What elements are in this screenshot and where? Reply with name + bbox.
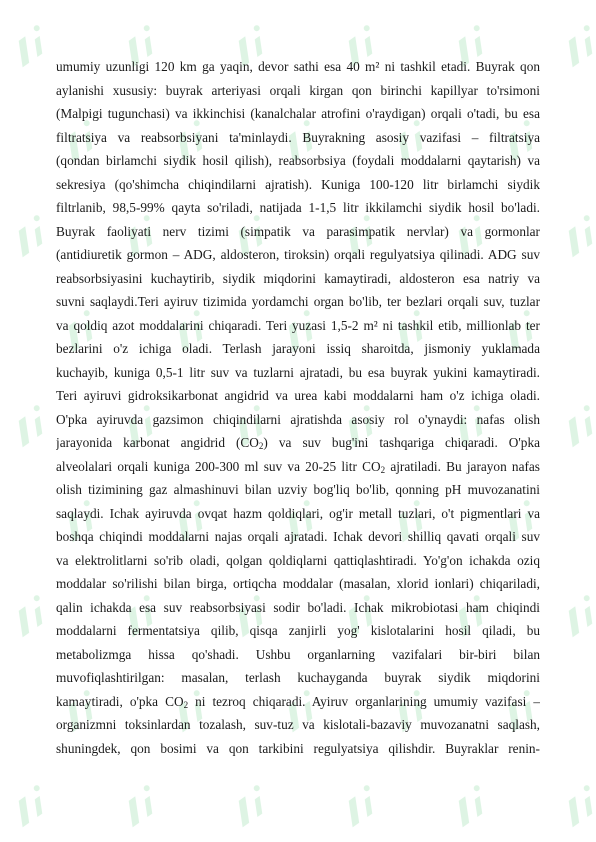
text-line: kuchayib, kuniga 0,5-1 litr suv va tuzlarni ajratadi, bu esa buyrak yukini kamaytiradi. <box>56 364 540 380</box>
text-line: reabsorbsiyasini kuchaytirib, siydik miqdorini kamaytiradi, aldosteron esa natriy va <box>56 270 540 286</box>
watermark-mark <box>557 594 596 637</box>
watermark-mark <box>7 214 53 257</box>
text-line: (antidiuretik gormon – ADG, aldosteron, tiroksin) orqali regulyatsiya qilinadi. ADG suv <box>56 247 540 262</box>
watermark-mark <box>7 784 53 827</box>
watermark-mark <box>337 784 383 827</box>
watermark-mark <box>447 784 493 827</box>
body-text <box>56 55 540 760</box>
text-line: moddalar so'rilishi bilan birga, ortiqcha moddalar (masalan, xlorid ionlari) chiqariladi, <box>56 576 540 591</box>
text-segment: kamaytiradi, o'pka CO <box>56 693 184 709</box>
watermark-mark <box>7 594 53 637</box>
text-line: muvofiqlashtirilgan: masalan, terlash kuchayganda buyrak siydik miqdorini <box>56 670 540 685</box>
text-line: bezlarini o'z ichiga oladi. Terlash jarayoni issiq sharoitda, jismoniy yuklamada <box>56 341 540 356</box>
text-line: qalin ichakda esa suv reabsorbsiyasi sodir bo'ladi. Ichak mikrobiotasi ham chiqindi <box>56 599 540 615</box>
text-line: sekresiya (qo'shimcha chiqindilarni ajratish). Kuniga 100-120 litr birlamchi siydik <box>56 176 540 192</box>
watermark-mark <box>557 784 596 827</box>
text-line: va qoldiq azot moddalarini chiqaradi. Teri yuzasi 1,5-2 m² ni tashkil etib, millionlab ter <box>56 317 540 333</box>
text-line: filtratsiya va reabsorbsiyani ta'minlaydi. Buyrakning asosiy vazifasi – filtratsiya <box>56 129 540 145</box>
text-segment: ajratiladi. Bu jarayon nafas <box>385 458 540 474</box>
text-line: metabolizmga hissa qo'shadi. Ushbu organlarning vazifalari bir-biri bilan <box>56 646 540 662</box>
watermark-mark <box>117 784 163 827</box>
text-line: olish tizimining gaz almashinuvi bilan uzviy bog'liq bo'lib, qonning pH muvozanatini <box>56 482 540 497</box>
subscript: 2 <box>183 699 189 710</box>
text-line <box>56 431 540 455</box>
text-line: moddalarni fermentatsiya qilib, qisqa zanjirli yog' kislotalarini hosil qiladi, bu <box>56 623 540 638</box>
watermark-mark <box>227 784 273 827</box>
watermark-mark <box>557 404 596 447</box>
text-segment: alveolalari orqali kuniga 200-300 ml suv va 20-25 litr CO <box>56 458 381 474</box>
text-line <box>56 690 540 714</box>
text-line: Teri ayiruvi gidroksikarbonat angidrid va urea kabi moddalarni ham o'z ichiga oladi. <box>56 388 540 403</box>
text-line: (Malpigi tugunchasi) va ikkinchisi (kanalchalar atrofini o'raydigan) orqali o'tadi, bu esa <box>56 106 540 121</box>
text-line <box>56 455 540 479</box>
text-line: suvni saqlaydi.Teri ayiruv tizimida yordamchi organ bo'lib, ter bezlari orqali suv, tuzlar <box>56 294 540 309</box>
watermark-mark <box>7 404 53 447</box>
text-line: shuningdek, qon bosimi va qon tarkibini regulyatsiya qilishdir. Buyraklar renin- <box>56 740 540 756</box>
text-line: filtrlanib, 98,5-99% qayta so'riladi, natijada 1-1,5 litr ikkilamchi siydik hosil bo'ladi. <box>56 200 540 215</box>
text-segment: ni tezroq chiqaradi. Ayiruv organlarining umumiy vazifasi – <box>188 693 540 709</box>
text-line: Buyrak faoliyati nerv tizimi (simpatik va parasimpatik nervlar) va gormonlar <box>56 223 540 239</box>
text-line: organizmni toksinlardan tozalash, suv-tuz va kislotali-bazaviy muvozanatni saqlash, <box>56 717 540 732</box>
text-line: boshqa chiqindi moddalarni najas orqali ajratadi. Ichak devori shilliq qavati orqali suv <box>56 529 540 544</box>
text-line: (qondan birlamchi siydik hosil qilish), reabsorbsiya (foydali moddalarni qaytarish) va <box>56 153 540 168</box>
text-line: umumiy uzunligi 120 km ga yaqin, devor sathi esa 40 m² ni tashkil etadi. Buyrak qon <box>56 59 540 74</box>
subscript: 2 <box>258 441 264 451</box>
watermark-mark <box>7 24 53 67</box>
text-line: va elektrolitlarni so'rib oladi, qolgan qoldiqlarni qattiqlashtiradi. Yo'g'on ichakda oziq <box>56 552 540 568</box>
text-line: saqlaydi. Ichak ayiruvda ovqat hazm qoldiqlari, og'ir metall tuzlari, o't pigmentlari va <box>56 505 540 521</box>
subscript: 2 <box>380 464 386 475</box>
watermark-mark <box>557 24 596 67</box>
text-segment: ) va suv bug'ini tashqariga chiqaradi. O'pka <box>263 435 540 450</box>
watermark-mark <box>557 214 596 257</box>
text-line: O'pka ayiruvda gazsimon chiqindilarni ajratishda asosiy rol o'ynaydi: nafas olish <box>56 411 540 427</box>
text-segment: jarayonida karbonat angidrid (CO <box>56 435 259 450</box>
text-line: aylanishi xususiy: buyrak arteriyasi orqali kirgan qon birinchi kapillyar to'rsimoni <box>56 82 540 98</box>
